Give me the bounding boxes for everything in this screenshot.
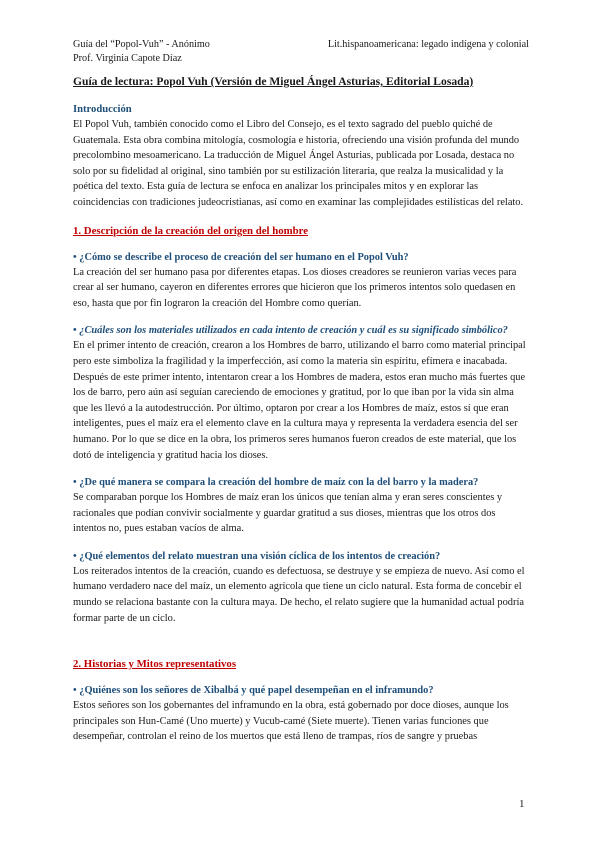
running-header xyxy=(73,38,529,52)
document-page xyxy=(73,38,529,745)
answer-2-1: Estos señores son los gobernantes del inframundo en la obra, está gobernado por doce dioses, aunque los principales son Hun-Camé (Uno muerte) y Vucub-camé (Siete muerte). Tienen varias funciones que desempeñar, controlan el reino de los muertos que está lleno de trampas, ríos de sangre y pruebas xyxy=(73,700,509,743)
answer-1-4: Los reiterados intentos de la creación, cuando es defectuosa, se destruye y se empieza de nuevo. Así como el humano verdadero nace del maíz, un elemento agrícola que tiene un ciclo natural. Esta forma de concebir el mundo se relaciona bastante con la cultura maya. De hecho, el relato sugiere que la humanidad actual podría formar parte de un ciclo. xyxy=(73,565,525,624)
question-1-2 xyxy=(73,324,529,338)
header-right: Lit.hispanoamericana: legado indígena y colonial xyxy=(327,39,529,50)
section-heading-1: 1. Descripción de la creación del origen del hombre xyxy=(73,224,309,237)
bullet-icon: • xyxy=(73,685,77,697)
bullet-icon: • xyxy=(73,325,77,337)
bullet-icon: • xyxy=(73,550,77,562)
answer-1-2: En el primer intento de creación, crearon a los Hombres de barro, utilizando el barro como material principal pero este simboliza la fragilidad y la imperfección, así como la materia sin espíritu, efímera e inacabada. Después de este primer intento, intentaron crear a los Hombres de madera, estos eran mucho más fuertes que los de barro, pero aún así seguían careciendo de emociones y gratitud, por lo que iban por la vida sin alma que les llevó a la autodestrucción. Por último, optaron por crear a los Hombres de maíz, estos sí que eran inteligentes, pues el maíz era el elemento clave en la cultura maya y representa la verdadera esencia del ser humano. Por lo que se dice en la obra, los primeros seres humanos fueron creados de este material, que los dotó de inteligencia y gratitud hacia los dioses. xyxy=(73,340,526,461)
question-2-1 xyxy=(73,684,529,698)
bullet-icon: • xyxy=(73,251,77,263)
bullet-icon: • xyxy=(73,477,77,489)
page-number: 1 xyxy=(519,798,525,810)
question-text: ¿Cuáles son los materiales utilizados en cada intento de creación y cuál es su significado simbólico? xyxy=(79,325,508,337)
page-title: Guía de lectura: Popol Vuh (Versión de Miguel Ángel Asturias, Editorial Losada) xyxy=(73,75,474,88)
question-text: ¿De qué manera se compara la creación del hombre de maíz con la del barro y la madera? xyxy=(79,477,479,489)
intro-heading: Introducción xyxy=(73,104,132,115)
answer-1-3: Se comparaban porque los Hombres de maíz eran los únicos que tenían alma y eran seres conscientes y racionales que podían convivir socialmente y guardar gratitud a sus dioses, mientras que los otros dos intentos no, pues estaban vacíos de alma. xyxy=(73,492,503,535)
question-text: ¿Qué elementos del relato muestran una visión cíclica de los intentos de creación? xyxy=(79,550,441,562)
question-1-1 xyxy=(73,251,529,265)
header-left: Guía del “Popol-Vuh” - Anónimo xyxy=(73,39,210,50)
section-heading-2: 2. Historias y Mitos representativos xyxy=(73,658,237,671)
question-1-3 xyxy=(73,476,529,490)
question-1-4 xyxy=(73,550,529,564)
question-text: ¿Quiénes son los señores de Xibalbá y qué papel desempeñan en el inframundo? xyxy=(79,685,434,697)
answer-1-1: La creación del ser humano pasa por diferentes etapas. Los dioses creadores se reunieron varias veces para crear al ser humano, cayeron en diferentes errores que hicieron que los primeros intentos solo quedasen en eso, hasta que por fin lograron la creación del Hombre como querían. xyxy=(73,266,517,309)
question-text: ¿Cómo se describe el proceso de creación del ser humano en el Popol Vuh? xyxy=(79,251,409,263)
intro-paragraph: El Popol Vuh, también conocido como el Libro del Consejo, es el texto sagrado del pueblo quiché de Guatemala. Esta obra combina mitología, cosmología e historia, ofreciendo una visión profunda del mundo precolombino mesoamericano. La traducción de Miguel Ángel Asturias, publicada por Losada, destaca no solo por su fidelidad al original, sino también por su estilización literaria, que realza la musicalidad y la poética del texto. Esta guía de lectura se enfoca en analizar los principales mitos y en explorar las coincidencias con tradiciones judeocristianas, así como en examinar las complejidades estilísticas del relato. xyxy=(73,119,524,208)
header-author: Prof. Virginia Capote Díaz xyxy=(73,53,182,64)
